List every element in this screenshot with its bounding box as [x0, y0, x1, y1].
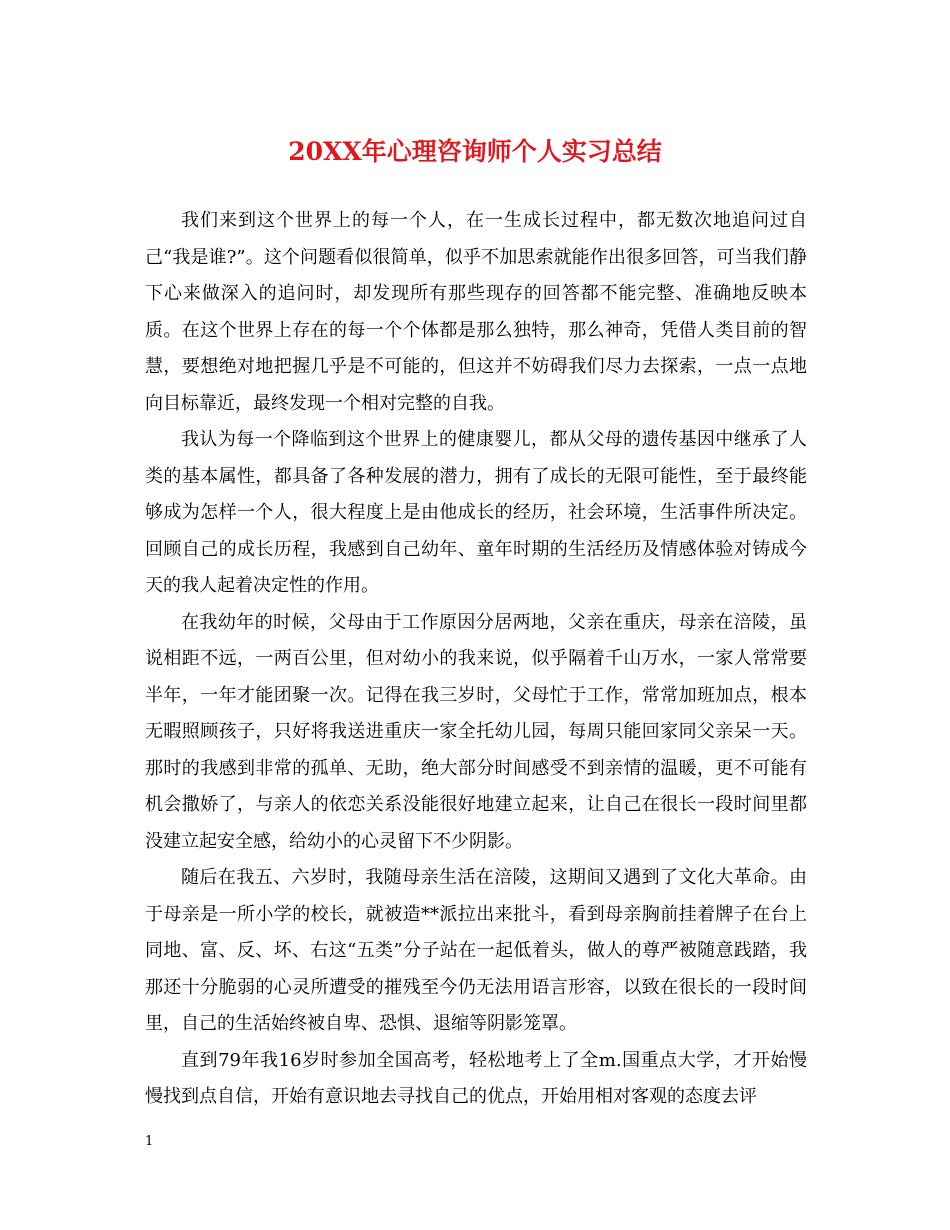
paragraph: 我们来到这个世界上的每一个人，在一生成长过程中，都无数次地追问过自己“我是谁?”。这个问题看似很简单，似乎不加思索就能作出很多回答，可当我们静下心来做深入的追问时，却发现所有那些现存的回答都不能完整、准确地反映本质。在这个世界上存在的每一个个体都是那么独特，那么神奇，凭借人类目前的智慧，要想绝对地把握几乎是不可能的，但这并不妨碍我们尽力去探索，一点一点地向目标靠近，最终发现一个相对完整的自我。 [145, 210, 807, 414]
page-title: 20XX年心理咨询师个人实习总结 [288, 137, 662, 166]
paragraph: 我认为每一个降临到这个世界上的健康婴儿，都从父母的遗传基因中继承了人类的基本属性，都具备了各种发展的潜力，拥有了成长的无限可能性，至于最终能够成为怎样一个人，很大程度上是由他成长的经历，社会环境，生活事件所决定。回顾自己的成长历程，我感到自己幼年、童年时期的生活经历及情感体验对铸成今天的我人起着决定性的作用。 [145, 429, 807, 596]
paragraph: 直到79年我16岁时参加全国高考，轻松地考上了全m.国重点大学，才开始慢慢找到点自信，开始有意识地去寻找自己的优点，开始用相对客观的态度去评 [145, 1049, 807, 1107]
paragraph: 随后在我五、六岁时，我随母亲生活在涪陵，这期间又遇到了文化大革命。由于母亲是一所小学的校长，就被造**派拉出来批斗，看到母亲胸前挂着牌子在台上同地、富、反、坏、右这“五类”分子站在一起低着头，做人的尊严被随意践踏，我那还十分脆弱的心灵所遭受的摧残至今仍无法用语言形容，以致在很长的一段时间里，自己的生活始终被自卑、恐惧、退缩等阴影笼罩。 [145, 867, 807, 1034]
page-number: 1 [145, 1134, 154, 1149]
paragraph: 在我幼年的时候，父母由于工作原因分居两地，父亲在重庆，母亲在涪陵，虽说相距不远，一两百公里，但对幼小的我来说，似乎隔着千山万水，一家人常常要半年，一年才能团聚一次。记得在我三岁时，父母忙于工作，常常加班加点，根本无暇照顾孩子，只好将我送进重庆一家全托幼儿园，每周只能回家同父亲呆一天。那时的我感到非常的孤单、无助，绝大部分时间感受不到亲情的温暖，更不可能有机会撒娇了，与亲人的依恋关系没能很好地建立起来，让自己在很长一段时间里都没建立起安全感，给幼小的心灵留下不少阴影。 [145, 611, 807, 852]
body-text [145, 203, 807, 1116]
